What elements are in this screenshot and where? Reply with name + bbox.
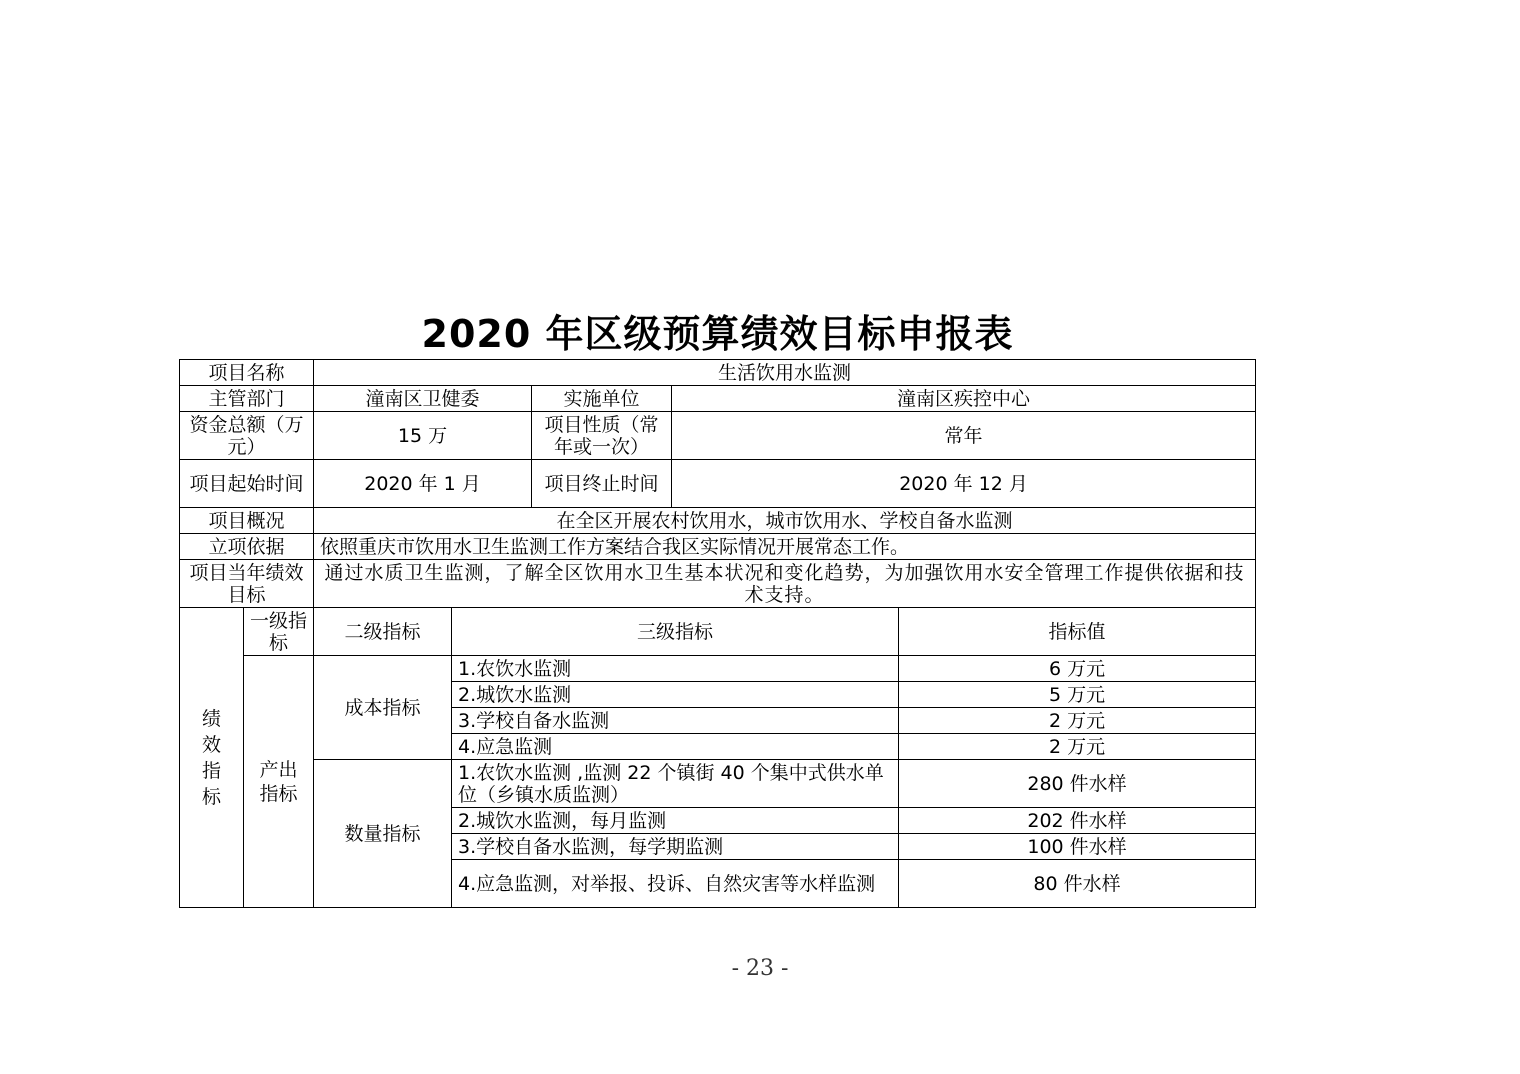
nature-label: 项目性质（常年或一次）	[532, 412, 672, 460]
output-indicator-text: 产出指标	[259, 758, 298, 805]
cost-indicator-label: 成本指标	[314, 656, 452, 760]
cost-item-value: 6 万元	[899, 656, 1256, 682]
quantity-item-value: 280 件水样	[899, 760, 1256, 808]
header-level1: 一级指标	[244, 608, 314, 656]
start-time-value: 2020 年 1 月	[314, 460, 532, 508]
annual-goal-value: 通过水质卫生监测，了解全区饮用水卫生基本状况和变化趋势，为加强饮用水安全管理工作提供依据和技术支持。	[314, 560, 1256, 608]
cost-item-value: 2 万元	[899, 734, 1256, 760]
performance-indicators-text: 绩效指标	[202, 707, 222, 808]
row-basis	[180, 534, 1256, 560]
annual-goal-label: 项目当年绩效目标	[180, 560, 314, 608]
implementer-value: 潼南区疾控中心	[672, 386, 1256, 412]
basis-label: 立项依据	[180, 534, 314, 560]
row-funds	[180, 412, 1256, 460]
funds-label: 资金总额（万元）	[180, 412, 314, 460]
project-name-label: 项目名称	[180, 360, 314, 386]
cost-item-name: 1.农饮水监测	[452, 656, 899, 682]
start-time-label: 项目起始时间	[180, 460, 314, 508]
table-row	[180, 760, 1256, 808]
header-level2: 二级指标	[314, 608, 452, 656]
row-time	[180, 460, 1256, 508]
quantity-item-name: 3.学校自备水监测，每学期监测	[452, 834, 899, 860]
performance-target-table	[179, 359, 1256, 908]
cost-item-name: 3.学校自备水监测	[452, 708, 899, 734]
row-annual-goal	[180, 560, 1256, 608]
quantity-item-name: 1.农饮水监测 ,监测 22 个镇街 40 个集中式供水单位（乡镇水质监测）	[452, 760, 899, 808]
page-title: 2020 年区级预算绩效目标申报表	[421, 312, 1014, 356]
page-number: - 23 -	[731, 956, 789, 981]
end-time-value: 2020 年 12 月	[672, 460, 1256, 508]
header-level3: 三级指标	[452, 608, 899, 656]
quantity-item-value: 80 件水样	[899, 860, 1256, 908]
cost-item-value: 5 万元	[899, 682, 1256, 708]
department-value: 潼南区卫健委	[314, 386, 532, 412]
project-name-value: 生活饮用水监测	[314, 360, 1256, 386]
row-department	[180, 386, 1256, 412]
quantity-indicator-label: 数量指标	[314, 760, 452, 908]
cost-item-name: 4.应急监测	[452, 734, 899, 760]
department-label: 主管部门	[180, 386, 314, 412]
quantity-item-name: 4.应急监测，对举报、投诉、自然灾害等水样监测	[452, 860, 899, 908]
performance-indicators-label	[180, 608, 244, 908]
quantity-item-name: 2.城饮水监测，每月监测	[452, 808, 899, 834]
cost-item-name: 2.城饮水监测	[452, 682, 899, 708]
row-overview	[180, 508, 1256, 534]
row-indicator-headers	[180, 608, 1256, 656]
quantity-item-value: 100 件水样	[899, 834, 1256, 860]
implementer-label: 实施单位	[532, 386, 672, 412]
end-time-label: 项目终止时间	[532, 460, 672, 508]
row-project-name	[180, 360, 1256, 386]
nature-value: 常年	[672, 412, 1256, 460]
cost-item-value: 2 万元	[899, 708, 1256, 734]
basis-value: 依照重庆市饮用水卫生监测工作方案结合我区实际情况开展常态工作。	[314, 534, 1256, 560]
header-value: 指标值	[899, 608, 1256, 656]
overview-label: 项目概况	[180, 508, 314, 534]
funds-value: 15 万	[314, 412, 532, 460]
quantity-item-value: 202 件水样	[899, 808, 1256, 834]
table-row	[180, 656, 1256, 682]
overview-value: 在全区开展农村饮用水，城市饮用水、学校自备水监测	[314, 508, 1256, 534]
output-indicator-label	[244, 656, 314, 908]
